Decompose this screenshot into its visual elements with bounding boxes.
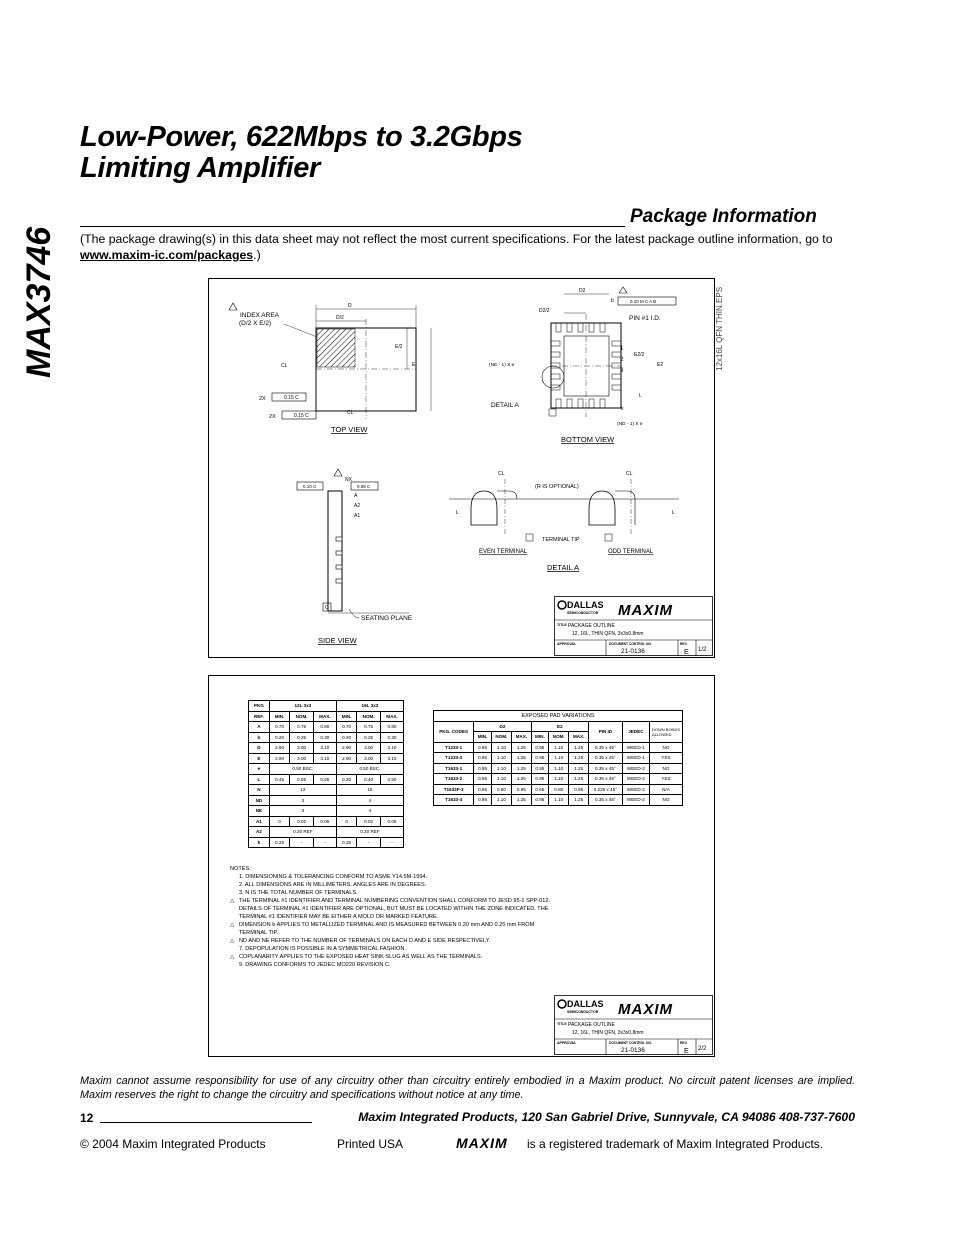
pad-cell: 1.25 — [512, 774, 532, 785]
dim-cell: 0.55 — [290, 774, 314, 785]
side-c: C — [325, 605, 329, 611]
note-item — [230, 937, 560, 945]
detail-a-caption: DETAIL A — [547, 563, 580, 572]
dim-cell: - — [380, 837, 403, 848]
pad-cell: 1.25 — [512, 763, 532, 774]
pad-cell: T1633-1 — [434, 763, 474, 774]
pad-cell: 1.10 — [491, 763, 511, 774]
dim-header-row-1 — [249, 701, 404, 712]
tb1-rev: E — [684, 649, 689, 656]
pad-cell: T1233-3 — [434, 753, 474, 764]
pad-cell: 0.95 — [474, 742, 492, 753]
table-row — [249, 732, 404, 743]
table-row — [249, 722, 404, 733]
dim-cell: 0.50 BSC. — [336, 764, 403, 775]
pad-cell: 0.95 — [531, 795, 549, 806]
pad-h-downbonds: DOWN BONDS ALLOWED — [650, 721, 683, 742]
tb2-row-label: TITLE — [557, 1022, 567, 1026]
dim-cell: 3.00 — [357, 743, 381, 754]
dim-cell: 4 — [336, 795, 403, 806]
tb1-company-sub: SEMICONDUCTOR — [567, 611, 599, 615]
pad-cell: 1.25 — [569, 763, 589, 774]
pad-cell: WEED-2 — [622, 795, 649, 806]
dim-cell: 3.10 — [313, 753, 336, 764]
tol2-prefix: 2X — [269, 414, 276, 420]
dim-E2: E2 — [657, 362, 664, 368]
dim-h-min2: MIN. — [336, 711, 356, 722]
drawing-file-label-text: 12x16L QFN THIN.EPS — [715, 286, 724, 371]
table-row — [249, 827, 404, 838]
pad-cell: 1.25 — [512, 742, 532, 753]
pad-cell: 0.95 — [531, 753, 549, 764]
dim-nd: (ND - 1) X e — [617, 422, 643, 427]
dim-cell: 0.50 BSC. — [269, 764, 336, 775]
dim-cell: 0.40 — [357, 774, 381, 785]
disclaimer: Maxim cannot assume responsibility for use of any circuitry other than circuitry entirely embodied in a Maxim product. No circuit patent licenses are implied. Maxim reserves the right to change the circuitry and specifications without notice at any time. — [80, 1075, 855, 1101]
tb2-approval: APPROVAL — [557, 1041, 577, 1045]
bottom-pin-2: 2 — [620, 357, 624, 363]
footer-rule — [100, 1122, 312, 1123]
tb1-title1: PACKAGE OUTLINE — [568, 623, 615, 629]
table-row — [249, 795, 404, 806]
tb2-doc-no: 21-0136 — [621, 1047, 645, 1054]
note-item — [230, 921, 560, 937]
table-row — [249, 806, 404, 817]
tb2-title2: 12, 16L, THIN QFN, 3x3x0.8mm — [572, 1030, 644, 1036]
title-line-1: Low-Power, 622Mbps to 3.2Gbps — [80, 121, 523, 153]
top-view-caption: TOP VIEW — [331, 425, 368, 434]
section-title: Package Information — [630, 206, 817, 227]
dim-cell: 0.05 — [380, 816, 403, 827]
document-title — [80, 122, 523, 184]
terminal-tip: TERMINAL TIP — [542, 537, 580, 543]
intro-text: (The package drawing(s) in this data sheet may not reflect the most current specifications. For the latest package outline information, go to — [80, 232, 833, 246]
dim-cell: A — [249, 722, 270, 733]
detail-cl-even: CL — [498, 471, 505, 477]
seating-plane: SEATING PLANE — [361, 615, 413, 622]
dim-cell: 3.10 — [380, 743, 403, 754]
side-A2: A2 — [354, 503, 361, 509]
dim-D2: D2 — [579, 288, 586, 294]
table-row — [434, 763, 683, 774]
dim-cell: L — [249, 774, 270, 785]
dim-cell: 3.10 — [313, 743, 336, 754]
dim-cell: 3 — [269, 806, 336, 817]
pad-cell: T1233-1 — [434, 742, 474, 753]
note-item: 1. DIMENSIONING & TOLERANCING CONFORM TO ASME Y14.5M-1994. — [239, 874, 428, 880]
dim-D: D — [348, 303, 352, 309]
detail-a — [449, 471, 679, 572]
note-item: 7. DEPOPULATION IS POSSIBLE IN A SYMMETRICAL FASHION. — [239, 946, 406, 952]
pad-cell: WEED-2 — [622, 763, 649, 774]
dim-cell: 0.20 REF — [269, 827, 336, 838]
notes-title: NOTES: — [230, 866, 251, 872]
dim-cell: - — [290, 837, 314, 848]
dim-L: L — [639, 393, 642, 399]
table-row — [434, 753, 683, 764]
company-address: Maxim Integrated Products, 120 San Gabriel Drive, Sunnyvale, CA 94086 408-737-7600 — [358, 1110, 855, 1124]
pad-cell: T1633-2 — [434, 774, 474, 785]
note-item: 3. N IS THE TOTAL NUMBER OF TERMINALS. — [239, 890, 358, 896]
dim-cell: 0.25 — [290, 732, 314, 743]
dim-cell: - — [357, 837, 381, 848]
dim-cell: 0.30 — [336, 774, 356, 785]
pad-cell: 0.95 — [474, 753, 492, 764]
dim-cell: 16 — [336, 785, 403, 796]
dim-cell: 2.90 — [336, 743, 356, 754]
bottom-view-caption: BOTTOM VIEW — [561, 435, 615, 444]
maxim-logo-text: MAXIM — [456, 1135, 508, 1151]
odd-terminal: ODD TERMINAL — [608, 549, 654, 555]
table-row — [249, 743, 404, 754]
dim-D2-half: D2/2 — [539, 308, 550, 314]
dim-cell: ND — [249, 795, 270, 806]
intro-end: .) — [253, 248, 261, 262]
title-line-2: Limiting Amplifier — [80, 152, 321, 184]
pad-cell: 1.25 — [569, 774, 589, 785]
dim-h-max: MAX. — [313, 711, 336, 722]
even-terminal: EVEN TERMINAL — [479, 549, 528, 555]
dim-h-pkg: PKG — [249, 701, 270, 712]
tb1-brand: MAXIM — [618, 602, 673, 619]
warning-triangle-icon: △ — [230, 922, 235, 928]
pad-cell: 0.225 x 45° — [589, 784, 623, 795]
pad-h-jedec: JEDEC — [622, 721, 649, 742]
bottom-tol: 0.10 M C A B — [630, 299, 657, 304]
dim-cell: 0.75 — [290, 722, 314, 733]
dim-cell: 0.30 — [380, 732, 403, 743]
dim-cell: 0.25 — [357, 732, 381, 743]
dim-cell: A1 — [249, 816, 270, 827]
package-drawing-sheet-1 — [208, 278, 715, 658]
table-row — [434, 774, 683, 785]
pad-cell: 0.95 — [569, 784, 589, 795]
dim-cell: - — [313, 837, 336, 848]
dim-h-max2: MAX. — [380, 711, 403, 722]
tb1-approval: APPROVAL — [557, 642, 577, 646]
dim-cell: 12 — [269, 785, 336, 796]
pad-h-nom: NOM. — [491, 732, 511, 743]
pad-cell: 1.10 — [491, 742, 511, 753]
footer-bar — [80, 1111, 855, 1129]
note-8-text: COPLANARITY APPLIES TO THE EXPOSED HEAT SINK SLUG AS WELL AS THE TERMINALS. — [239, 954, 483, 960]
dimensions-table — [248, 700, 404, 848]
pad-cell: 1.10 — [491, 774, 511, 785]
tb2-rev-label: REV. — [680, 1041, 688, 1045]
note-5-text: DIMENSION b APPLIES TO METALLIZED TERMINAL AND IS MEASURED BETWEEN 0.20 mm AND 0.25 mm FROM TERMINAL TIP. — [239, 922, 535, 936]
pad-cell: 0.35 x 45° — [589, 774, 623, 785]
dim-cell: k — [249, 837, 270, 848]
dim-b: b — [611, 298, 614, 304]
pad-cell: YES — [650, 753, 683, 764]
bottom-pin-1: 1 — [620, 346, 624, 352]
dim-header-row-2 — [249, 711, 404, 722]
pad-cell: WEED-1 — [622, 742, 649, 753]
pad-cell: 0.95 — [512, 784, 532, 795]
pad-cell: 0.80 — [549, 784, 569, 795]
note-6-text: ND AND NE REFER TO THE NUMBER OF TERMINALS ON EACH D AND E SIDE RESPECTIVELY. — [239, 938, 491, 944]
pin1-id: PIN #1 I.D. — [629, 315, 661, 322]
note-item — [230, 897, 560, 921]
table-row — [249, 764, 404, 775]
pad-cell: 1.25 — [569, 795, 589, 806]
exposed-pad-section — [433, 710, 683, 806]
pad-cell: WEED-2 — [622, 774, 649, 785]
dim-cell: 0.65 — [313, 774, 336, 785]
dim-ne: (NE - 1) X e — [489, 363, 515, 368]
dim-h-nom: NOM. — [290, 711, 314, 722]
side-part-number — [2, 210, 72, 390]
side-A1: A1 — [354, 513, 361, 519]
pad-cell: NO — [650, 742, 683, 753]
dim-cell: 3 — [269, 795, 336, 806]
printed-usa: Printed USA — [337, 1137, 404, 1151]
dim-cell: 0.20 REF — [336, 827, 403, 838]
detail-L-left: L — [456, 510, 459, 516]
pad-cell: 0.95 — [531, 742, 549, 753]
dim-cell: 0.02 — [357, 816, 381, 827]
tb2-company: DALLAS — [567, 999, 604, 1009]
dim-cell: 3.00 — [290, 753, 314, 764]
warning-triangle-icon: △ — [230, 938, 235, 944]
copyright: © 2004 Maxim Integrated Products — [80, 1137, 266, 1151]
tb1-title2: 12, 16L, THIN QFN, 3x3x0.8mm — [572, 631, 644, 637]
dim-cell: 0.80 — [313, 722, 336, 733]
notes-block — [230, 865, 560, 969]
pad-cell: 0.95 — [474, 774, 492, 785]
dim-cell: 0 — [269, 816, 289, 827]
dim-E2-half: E2/2 — [634, 352, 645, 358]
pad-cell: T1633-4 — [434, 795, 474, 806]
pad-cell: 1.10 — [491, 795, 511, 806]
dim-cell: 2.90 — [336, 753, 356, 764]
maxim-logo — [455, 1135, 521, 1151]
pad-h-min: MIN. — [474, 732, 492, 743]
pad-cell: 1.10 — [549, 742, 569, 753]
pad-cell: N/A — [650, 784, 683, 795]
dim-cell: 0.80 — [380, 722, 403, 733]
dim-cell: 0.75 — [357, 722, 381, 733]
dim-cell: 0.25 — [336, 837, 356, 848]
side-A: A — [354, 493, 358, 499]
dim-E: E — [412, 362, 416, 368]
tb2-rev: E — [684, 1048, 689, 1055]
dim-cell: 0.70 — [269, 722, 289, 733]
dim-cell: b — [249, 732, 270, 743]
pad-table-title: EXPOSED PAD VARIATIONS — [434, 711, 683, 722]
tb1-doc-no: 21-0136 — [621, 648, 645, 655]
pad-cell: NO — [650, 795, 683, 806]
table-row — [434, 784, 683, 795]
tb2-doc-label: DOCUMENT CONTROL NO. — [609, 1041, 652, 1045]
tb1-company: DALLAS — [567, 600, 604, 610]
title-block-2 — [554, 995, 713, 1055]
tol1-prefix: 2X — [259, 396, 266, 402]
dim-cell: D — [249, 743, 270, 754]
exposed-pad-table — [433, 710, 683, 806]
tb2-sheet: 2/2 — [698, 1046, 707, 1052]
dim-cell: 2.90 — [269, 743, 289, 754]
pad-cell: 0.65 — [474, 784, 492, 795]
pad-cell: T1633F-3 — [434, 784, 474, 795]
side-part-number-text: MAX3746 — [20, 226, 58, 378]
pad-h-min2: MIN. — [531, 732, 549, 743]
dim-cell: N — [249, 785, 270, 796]
pad-cell: WEED-1 — [622, 753, 649, 764]
section-rule — [80, 226, 625, 227]
table-row — [249, 774, 404, 785]
pad-cell: 1.10 — [549, 763, 569, 774]
dim-D-half: D/2 — [336, 315, 344, 321]
detail-L-right: L — [672, 510, 675, 516]
tb1-sheet: 1/2 — [698, 647, 707, 653]
dim-cell: 0.70 — [336, 722, 356, 733]
detail-a-label: DETAIL A — [491, 402, 519, 409]
dim-cell: 0 — [336, 816, 356, 827]
dim-h-12l: 12L 3x3 — [269, 701, 336, 712]
pad-cell: 0.95 — [531, 774, 549, 785]
pad-cell: 1.25 — [512, 753, 532, 764]
dim-cell: NE — [249, 806, 270, 817]
pad-header-row-1 — [434, 721, 683, 732]
dim-cell: 0.50 — [380, 774, 403, 785]
bottom-view — [489, 287, 676, 444]
dim-h-min: MIN. — [269, 711, 289, 722]
pad-cell: 1.10 — [549, 795, 569, 806]
intro-paragraph — [80, 231, 870, 263]
table-row — [434, 795, 683, 806]
index-area-label: INDEX AREA — [240, 312, 280, 319]
dim-cell: 3.00 — [357, 753, 381, 764]
pad-cell: 1.10 — [491, 753, 511, 764]
dim-cell: 0.45 — [269, 774, 289, 785]
pad-cell: 0.35 x 45° — [589, 763, 623, 774]
pad-cell: 1.25 — [512, 795, 532, 806]
tol2-value: 0.15 C — [294, 413, 309, 419]
note-4-text: THE TERMINAL #1 IDENTIFIER AND TERMINAL NUMBERING CONVENTION SHALL CONFORM TO JESD 95-1 SPP-012. DETAILS OF TERMINAL #1 IDENTIFIER ARE OPTIONAL, BUT MUST BE LOCATED WITHIN THE ZONE INDICATED. THE TERMINAL #1 IDENTIFIER MAY BE EITHER A MOLD OR MARKED FEATURE. — [239, 898, 551, 920]
table-row — [434, 742, 683, 753]
index-area-dims: (D/2 X E/2) — [239, 320, 272, 327]
dim-cell: 3.10 — [380, 753, 403, 764]
pad-cell: 0.95 — [474, 763, 492, 774]
dim-cell: 0.20 — [269, 732, 289, 743]
pad-cell: 0.35 x 45° — [589, 742, 623, 753]
pad-cell: 0.35 x 45° — [589, 795, 623, 806]
package-drawing-sheet-2 — [208, 675, 715, 1057]
dim-cell: 0.05 — [313, 816, 336, 827]
dim-cell: 0.20 — [336, 732, 356, 743]
title-block-1 — [554, 596, 713, 656]
tb2-brand: MAXIM — [618, 1001, 673, 1018]
dim-cell: 2.90 — [269, 753, 289, 764]
dim-cell: 0.25 — [269, 837, 289, 848]
dim-h-nom2: NOM. — [357, 711, 381, 722]
table-row — [249, 837, 404, 848]
pad-h-e2: E2 — [531, 721, 588, 732]
pad-cell: 0.95 — [531, 763, 549, 774]
pad-h-codes: PKG. CODES — [434, 721, 474, 742]
pad-cell: 0.65 — [531, 784, 549, 795]
pad-cell: NO — [650, 763, 683, 774]
pad-cell: YES — [650, 774, 683, 785]
page-number: 12 — [80, 1111, 94, 1125]
table-row — [249, 785, 404, 796]
dim-k: k — [621, 406, 624, 412]
packages-link[interactable]: www.maxim-ic.com/packages — [80, 248, 254, 262]
side-view — [297, 469, 413, 645]
pad-h-max2: MAX. — [569, 732, 589, 743]
tb1-row-label: TITLE — [557, 623, 567, 627]
tol1-value: 0.15 C — [284, 395, 299, 401]
side-tol-a: 0.10 C — [303, 484, 317, 489]
note-item: 9. DRAWING CONFORMS TO JEDEC MO220 REVISION C. — [239, 962, 391, 968]
detail-cl-odd: CL — [626, 471, 633, 477]
pad-title-row — [434, 711, 683, 722]
warning-triangle-icon: △ — [230, 954, 235, 960]
tb1-rev-label: REV. — [680, 642, 688, 646]
side-view-caption: SIDE VIEW — [318, 636, 357, 645]
tb2-company-sub: SEMICONDUCTOR — [567, 1010, 599, 1014]
top-cl: CL — [281, 363, 288, 369]
warning-triangle-icon: △ — [230, 898, 235, 904]
dim-cell: E — [249, 753, 270, 764]
table-row — [249, 816, 404, 827]
pad-cell: WEED-2 — [622, 784, 649, 795]
side-nx: NX — [345, 477, 352, 483]
pad-cell: 1.25 — [569, 753, 589, 764]
dim-E-half: E/2 — [395, 344, 403, 350]
table-row — [249, 753, 404, 764]
pad-cell: 1.10 — [549, 774, 569, 785]
bottom-cl: CL — [347, 410, 354, 416]
dim-cell: 4 — [336, 806, 403, 817]
tb2-title1: PACKAGE OUTLINE — [568, 1022, 615, 1028]
pad-h-nom2: NOM. — [549, 732, 569, 743]
note-item: 2. ALL DIMENSIONS ARE IN MILLIMETERS. ANGLES ARE IN DEGREES. — [239, 882, 427, 888]
side-tol-b: 0.08 C — [357, 484, 371, 489]
dim-cell: e — [249, 764, 270, 775]
dim-h-16l: 16L 3x3 — [336, 701, 403, 712]
pad-cell: 1.10 — [549, 753, 569, 764]
pad-cell: 0.35 x 45° — [589, 753, 623, 764]
bottom-pin-3: 3 — [620, 368, 624, 374]
dim-cell: 3.00 — [290, 743, 314, 754]
pad-cell: 1.25 — [569, 742, 589, 753]
tb1-doc-label: DOCUMENT CONTROL NO. — [609, 642, 652, 646]
r-optional: (R IS OPTIONAL) — [535, 484, 579, 490]
pad-h-max: MAX. — [512, 732, 532, 743]
dim-cell: 0.30 — [313, 732, 336, 743]
trademark-text: is a registered trademark of Maxim Integrated Products. — [527, 1137, 824, 1151]
pad-cell: 0.80 — [491, 784, 511, 795]
dim-cell: A2 — [249, 827, 270, 838]
dim-cell: 0.02 — [290, 816, 314, 827]
pad-h-pinid: PIN ID — [589, 721, 623, 742]
top-view — [229, 303, 431, 434]
note-item — [230, 953, 560, 961]
dim-h-ref: REF. — [249, 711, 270, 722]
pad-cell: 0.95 — [474, 795, 492, 806]
pad-h-d2: D2 — [474, 721, 531, 732]
